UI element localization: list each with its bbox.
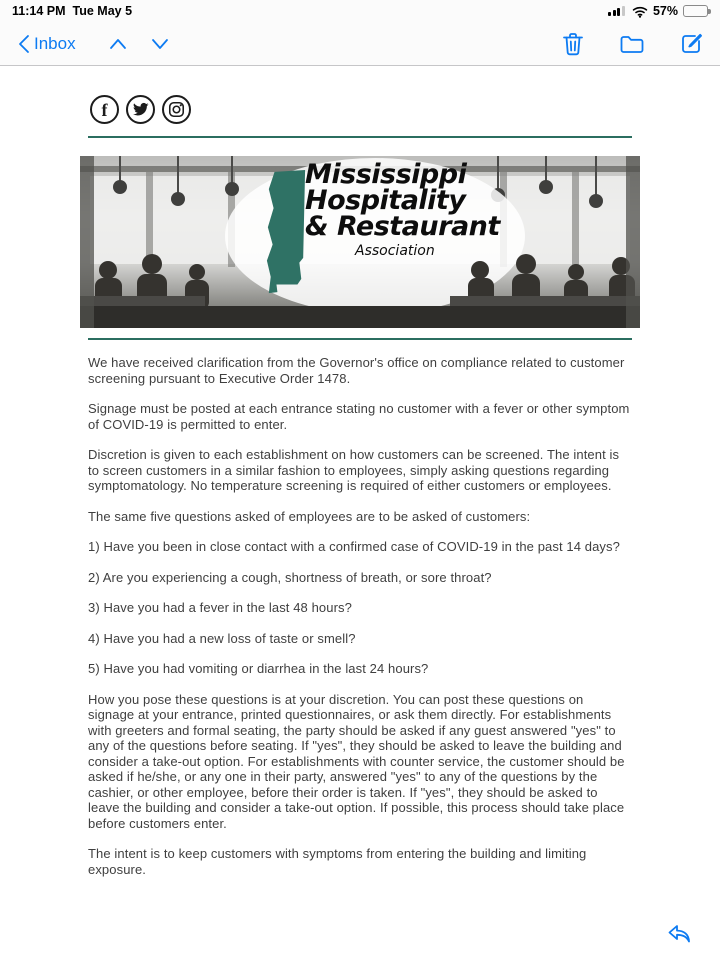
instagram-button[interactable] — [162, 95, 191, 124]
email-text — [88, 355, 632, 877]
paragraph: Signage must be posted at each entrance stating no customer with a fever or other symptom of COVID-19 is permitted to enter. — [88, 401, 630, 432]
logo-line-2: Hospitality — [305, 185, 466, 216]
delete-button[interactable] — [561, 31, 585, 57]
twitter-icon — [132, 101, 149, 118]
move-to-folder-button[interactable] — [619, 33, 645, 55]
previous-message-button[interactable] — [108, 37, 128, 51]
paragraph: The same five questions asked of employees are to be asked of customers: — [88, 508, 531, 524]
compose-button[interactable] — [679, 31, 704, 56]
reply-icon — [666, 921, 692, 945]
question-item: 2) Are you experiencing a cough, shortness of breath, or sore throat? — [88, 569, 492, 585]
paragraph: The intent is to keep customers with symptoms from entering the building and limiting exposure. — [88, 846, 587, 877]
wifi-icon — [632, 5, 648, 18]
question-item: 1) Have you been in close contact with a confirmed case of COVID-19 in the past 14 days? — [88, 539, 620, 554]
chevron-left-icon — [16, 33, 32, 55]
association-logo — [265, 159, 605, 259]
paragraph: How you pose these questions is at your discretion. You can post these questions on signage at your entrance, printed questionnaires, or ask them directly. For establishments with greeters and formal seating, the party should be asked if any guest answered "yes" to any of the questions before seating. If "yes", they should be asked to leave the building and consider a take-out option. For establishments with counter service, the customer should be asked if he/she, or any one in their party, answered "yes" to any of the questions by the cashier, or other employee, before their order is taken. If "yes", they should be asked to leave the building and consider a take-out option. If possible, this process should take place before customers enter. — [88, 691, 625, 831]
twitter-button[interactable] — [126, 95, 155, 124]
back-to-inbox-button[interactable] — [16, 33, 76, 55]
compose-icon — [679, 31, 704, 56]
logo-line-3: & Restaurant — [305, 211, 500, 242]
battery-percent: 57% — [652, 4, 678, 18]
next-message-button[interactable] — [150, 37, 170, 51]
cellular-signal-icon — [608, 6, 625, 16]
chevron-up-icon — [108, 37, 128, 51]
trash-icon — [561, 31, 585, 57]
status-bar — [0, 0, 720, 22]
email-body — [0, 67, 720, 960]
logo-line-4: Association — [355, 243, 435, 259]
chevron-down-icon — [150, 37, 170, 51]
logo-line-1: Mississippi — [305, 159, 467, 190]
mail-toolbar — [0, 22, 720, 66]
battery-icon — [683, 5, 708, 17]
facebook-button[interactable] — [90, 95, 119, 124]
paragraph: Discretion is given to each establishment on how customers can be screened. The intent is to screen customers in a similar fashion to employees, simply asking questions regarding symptomatology. No temperature screening is required of either customers or employees. — [88, 447, 620, 493]
divider-bottom — [88, 338, 632, 340]
question-item: 3) Have you had a fever in the last 48 hours? — [88, 600, 352, 615]
association-banner-image — [80, 156, 640, 328]
folder-icon — [619, 33, 645, 55]
question-item: 5) Have you had vomiting or diarrhea in the last 24 hours? — [88, 661, 429, 676]
status-time: 11:14 PM — [12, 4, 66, 18]
mississippi-state-icon — [265, 168, 307, 298]
divider-top — [88, 136, 632, 138]
question-item: 4) Have you had a new loss of taste or smell? — [88, 630, 356, 646]
instagram-icon — [168, 101, 185, 118]
paragraph: We have received clarification from the Governor's office on compliance related to customer screening pursuant to Executive Order 1478. — [88, 355, 625, 386]
facebook-icon: f — [101, 99, 108, 120]
back-label: Inbox — [34, 33, 76, 53]
status-date: Tue May 5 — [72, 4, 133, 18]
social-links-row — [90, 95, 720, 124]
reply-button[interactable] — [666, 921, 692, 950]
